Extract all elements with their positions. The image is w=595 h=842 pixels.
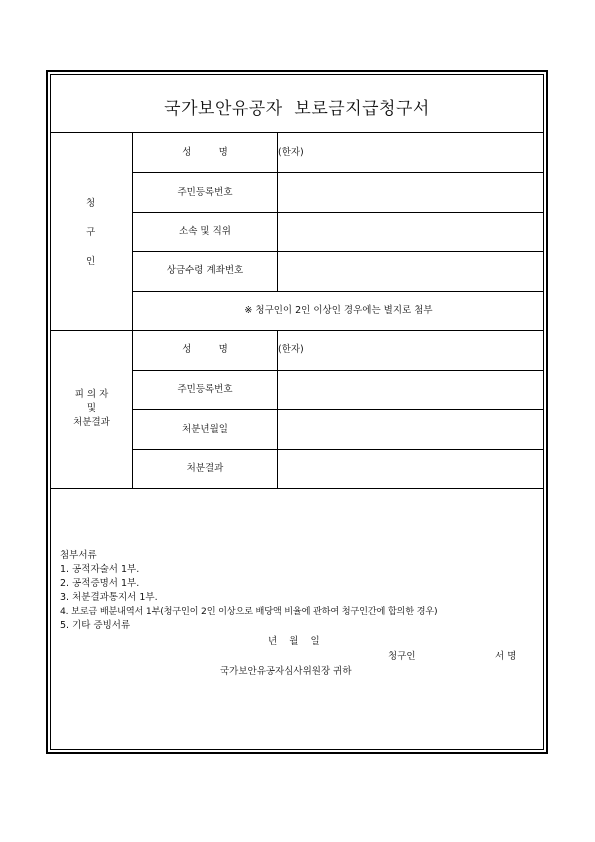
defendant-name-field[interactable]: (한자) (278, 344, 304, 355)
attachment-item: 2. 공적증명서 1부. (60, 578, 140, 589)
addressee: 국가보안유공자심사위원장 귀하 (220, 666, 352, 677)
defendant-id-label: 주민등록번호 (177, 384, 233, 395)
signature-field[interactable]: 서 명 (495, 651, 517, 662)
attachment-item: 5. 기타 증빙서류 (60, 620, 131, 631)
claimant-account-label: 상금수령 계좌번호 (166, 265, 244, 276)
attachment-item: 4. 보로금 배분내역서 1부(청구인이 2인 이상으로 배당액 비율에 관하여 청구인간에 합의한 경우) (60, 606, 438, 617)
claimant-name-field[interactable]: (한자) (278, 147, 304, 158)
defendant-group-label-2: 및 (86, 403, 97, 414)
date-line[interactable]: 년 월 일 (268, 636, 320, 647)
claimant-id-label: 주민등록번호 (177, 187, 233, 198)
defendant-group-label-1: 피 의 자 (74, 389, 109, 400)
defendant-date-label: 처분년월일 (182, 424, 228, 435)
claimant-group-label-1: 청 (86, 198, 96, 209)
divider-section (50, 330, 544, 331)
claimant-affiliation-label: 소속 및 직위 (179, 226, 231, 237)
divider (132, 449, 544, 450)
attachment-item: 1. 공적자술서 1부. (60, 564, 140, 575)
attachments-heading: 첨부서류 (60, 550, 97, 561)
divider-title (50, 132, 544, 133)
defendant-result-label: 처분결과 (186, 463, 224, 474)
attachment-item: 3. 처분결과통지서 1부. (60, 592, 158, 603)
divider (132, 370, 544, 371)
claimant-name-label: 성 명 (182, 147, 228, 158)
claimant-group-label-3: 인 (86, 256, 96, 267)
defendant-group-label-3: 처분결과 (73, 417, 110, 428)
divider (132, 409, 544, 410)
divider (132, 172, 544, 173)
claimant-sign-label: 청구인 (388, 651, 416, 662)
divider (132, 212, 544, 213)
divider (132, 291, 544, 292)
divider (132, 251, 544, 252)
form-title: 국가보안유공자 보로금지급청구서 (164, 99, 430, 119)
claimant-group-label-2: 구 (86, 227, 96, 238)
claimant-note: ※ 청구인이 2인 이상인 경우에는 별지로 첨부 (244, 305, 433, 316)
divider-section (50, 488, 544, 489)
defendant-name-label: 성 명 (182, 344, 228, 355)
